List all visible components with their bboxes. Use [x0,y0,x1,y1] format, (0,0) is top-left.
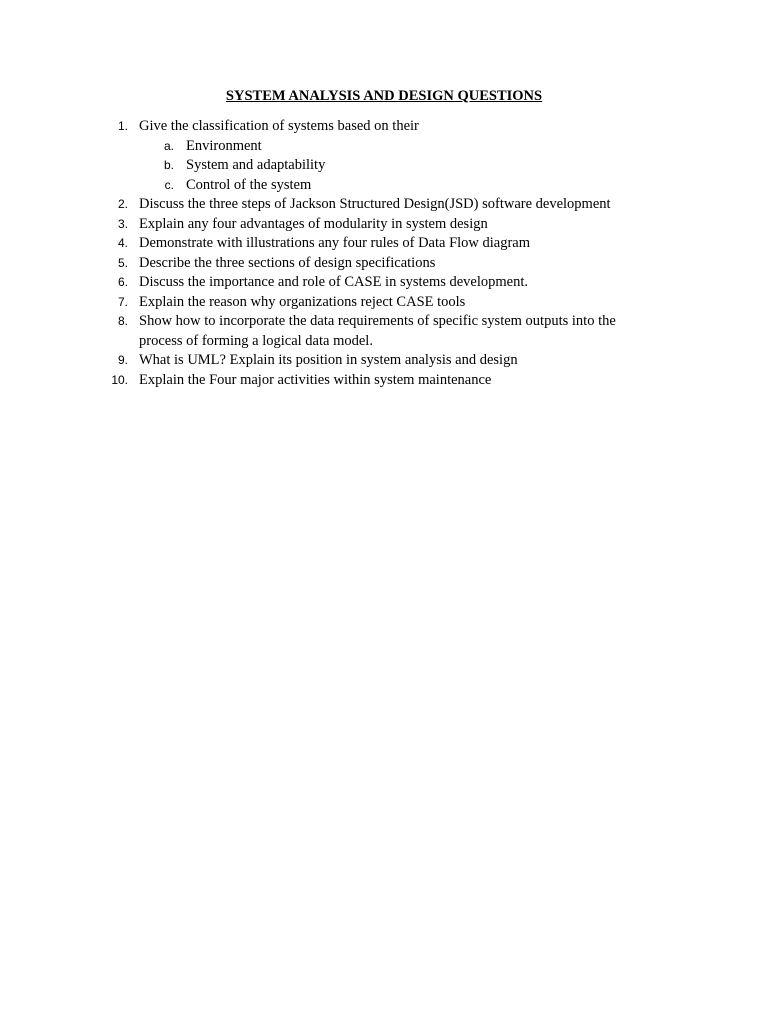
item-number: 1. [117,119,128,133]
sub-item-text: Control of the system [186,176,312,193]
item-number: 4. [117,236,128,250]
list-item [0,293,768,313]
list-item [0,254,768,274]
list-item-continuation [0,332,768,352]
item-text: Explain the reason why organizations reject CASE tools [139,293,466,310]
list-item [0,371,768,391]
sub-item-text: Environment [186,137,262,154]
item-text: Discuss the importance and role of CASE in systems development. [139,274,529,290]
list-item [0,215,768,235]
sub-item-text: System and adaptability [186,157,326,173]
sub-item-letter: a. [163,138,174,153]
item-text: Give the classification of systems based on their [139,118,419,134]
item-number: 8. [117,314,128,328]
item-number: 10. [111,372,128,387]
sub-list-item [0,176,768,196]
item-number: 9. [117,353,128,367]
item-number: 3. [117,216,128,231]
item-number: 6. [117,275,128,289]
sub-list-item [0,156,768,176]
item-text: Demonstrate with illustrations any four rules of Data Flow diagram [139,235,531,251]
list-item [0,351,768,371]
item-number: 7. [117,294,128,309]
item-text-continuation: process of forming a logical data model. [139,332,373,349]
list-item [0,234,768,254]
item-text: Discuss the three steps of Jackson Structured Design(JSD) software development [139,196,611,212]
item-number: 2. [117,197,128,211]
document-title: SYSTEM ANALYSIS AND DESIGN QUESTIONS [225,88,543,104]
sub-item-letter: b. [163,158,174,172]
item-text: Explain any four advantages of modularity in system design [139,215,488,232]
item-number: 5. [117,255,128,270]
sub-list-item [0,137,768,157]
item-text: Explain the Four major activities within system maintenance [139,371,492,388]
list-item [0,117,768,137]
item-text: Describe the three sections of design specifications [139,254,436,271]
question-list [0,117,768,390]
item-text: Show how to incorporate the data requirements of specific system outputs into the [139,313,616,329]
list-item [0,273,768,293]
sub-item-letter: c. [164,177,174,192]
list-item [0,195,768,215]
list-item [0,312,768,332]
item-text: What is UML? Explain its position in system analysis and design [139,352,518,368]
